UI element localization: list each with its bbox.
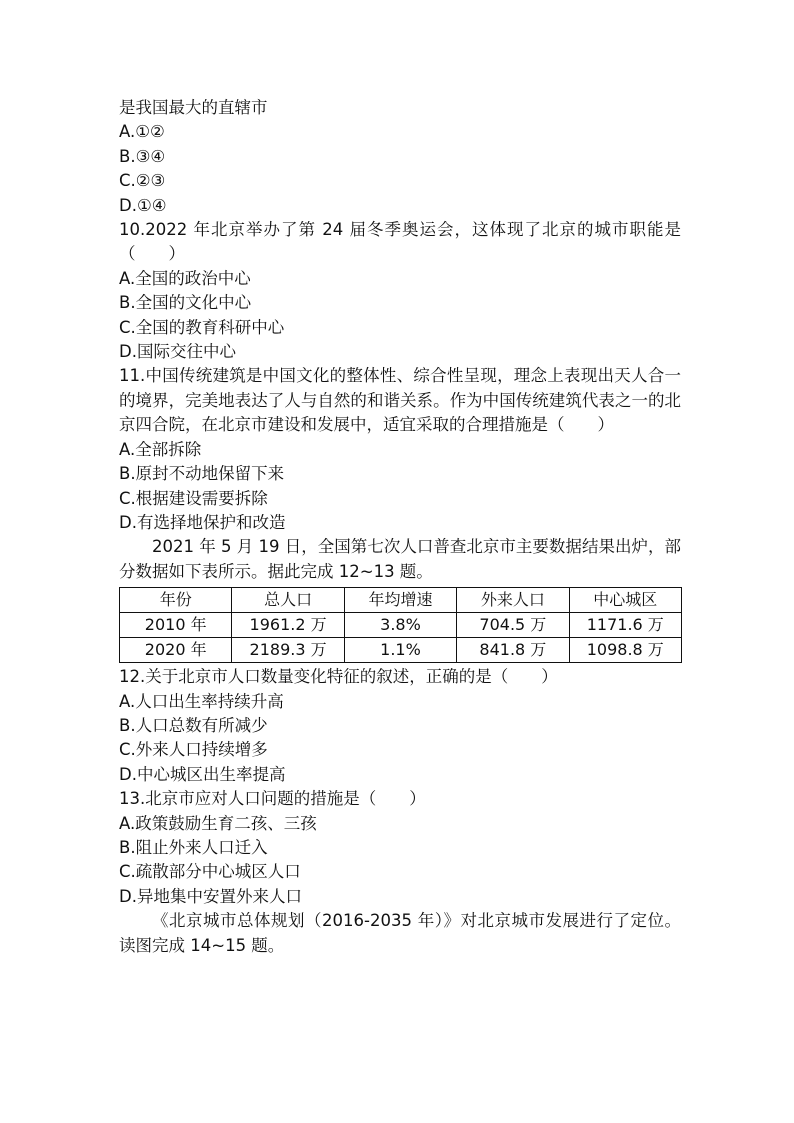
q13-option-d: D.异地集中安置外来人口 bbox=[119, 886, 302, 906]
q13-option-c: C.疏散部分中心城区人口 bbox=[119, 862, 301, 882]
q12-option-b: B.人口总数有所减少 bbox=[119, 715, 268, 735]
header-central-district: 中心城区 bbox=[569, 588, 681, 613]
q9-option-a: A.①② bbox=[119, 122, 165, 142]
header-year: 年份 bbox=[120, 588, 232, 613]
q13-stem: 13.北京市应对人口问题的措施是（ ） bbox=[119, 789, 426, 809]
q9-stem-tail: 是我国最大的直辖市 bbox=[119, 98, 268, 117]
q11-option-d: D.有选择地保护和改造 bbox=[119, 512, 286, 532]
q12-stem: 12.关于北京市人口数量变化特征的叙述，正确的是（ ） bbox=[119, 667, 558, 687]
q10-stem: 10.2022 年北京举办了第 24 届冬季奥运会，这体现了北京的城市职能是（ ） bbox=[119, 220, 681, 264]
q13-option-a: A.政策鼓励生育二孩、三孩 bbox=[119, 813, 317, 833]
q10-option-a: A.全国的政治中心 bbox=[119, 268, 251, 288]
q10-option-d: D.国际交往中心 bbox=[119, 342, 236, 362]
header-migrant-population: 外来人口 bbox=[457, 588, 569, 613]
table-cell: 2010 年 bbox=[120, 613, 232, 638]
q13-option-b: B.阻止外来人口迁入 bbox=[119, 837, 268, 857]
q9-option-d: D.①④ bbox=[119, 195, 167, 215]
intro-14-15: 《北京城市总体规划（2016-2035 年）》对北京城市发展进行了定位。读图完成 14~15 题。 bbox=[119, 911, 681, 955]
q11-option-b: B.原封不动地保留下来 bbox=[119, 464, 285, 484]
q12-option-c: C.外来人口持续增多 bbox=[119, 740, 268, 760]
table-cell: 1098.8 万 bbox=[569, 638, 681, 663]
table-cell: 1171.6 万 bbox=[569, 613, 681, 638]
intro-12-13: 2021 年 5 月 19 日，全国第七次人口普查北京市主要数据结果出炉，部分数据如下表所示。据此完成 12~13 题。 bbox=[119, 537, 681, 581]
population-table bbox=[119, 587, 682, 663]
table-cell: 1961.2 万 bbox=[232, 613, 344, 638]
q12-option-d: D.中心城区出生率提高 bbox=[119, 764, 286, 784]
q9-option-c: C.②③ bbox=[119, 171, 166, 191]
header-annual-growth: 年均增速 bbox=[344, 588, 456, 613]
q12-option-a: A.人口出生率持续升高 bbox=[119, 691, 284, 711]
table-cell: 2020 年 bbox=[120, 638, 232, 663]
q10-option-c: C.全国的教育科研中心 bbox=[119, 317, 285, 337]
table-cell: 704.5 万 bbox=[457, 613, 569, 638]
q11-option-c: C.根据建设需要拆除 bbox=[119, 488, 268, 508]
table-cell: 2189.3 万 bbox=[232, 638, 344, 663]
table-header-row bbox=[120, 588, 682, 613]
q10-option-b: B.全国的文化中心 bbox=[119, 293, 252, 313]
header-total-population: 总人口 bbox=[232, 588, 344, 613]
q9-option-b: B.③④ bbox=[119, 146, 166, 166]
document-body bbox=[119, 96, 681, 958]
table-cell: 1.1% bbox=[344, 638, 456, 663]
table-cell: 3.8% bbox=[344, 613, 456, 638]
table-row bbox=[120, 613, 682, 638]
table-row bbox=[120, 638, 682, 663]
q11-option-a: A.全部拆除 bbox=[119, 439, 202, 459]
q11-stem: 11.中国传统建筑是中国文化的整体性、综合性呈现，理念上表现出天人合一的境界，完美地表达了人与自然的和谐关系。作为中国传统建筑代表之一的北京四合院，在北京市建设和发展中，适宜采取的合理措施是（ ） bbox=[119, 366, 681, 435]
table-cell: 841.8 万 bbox=[457, 638, 569, 663]
